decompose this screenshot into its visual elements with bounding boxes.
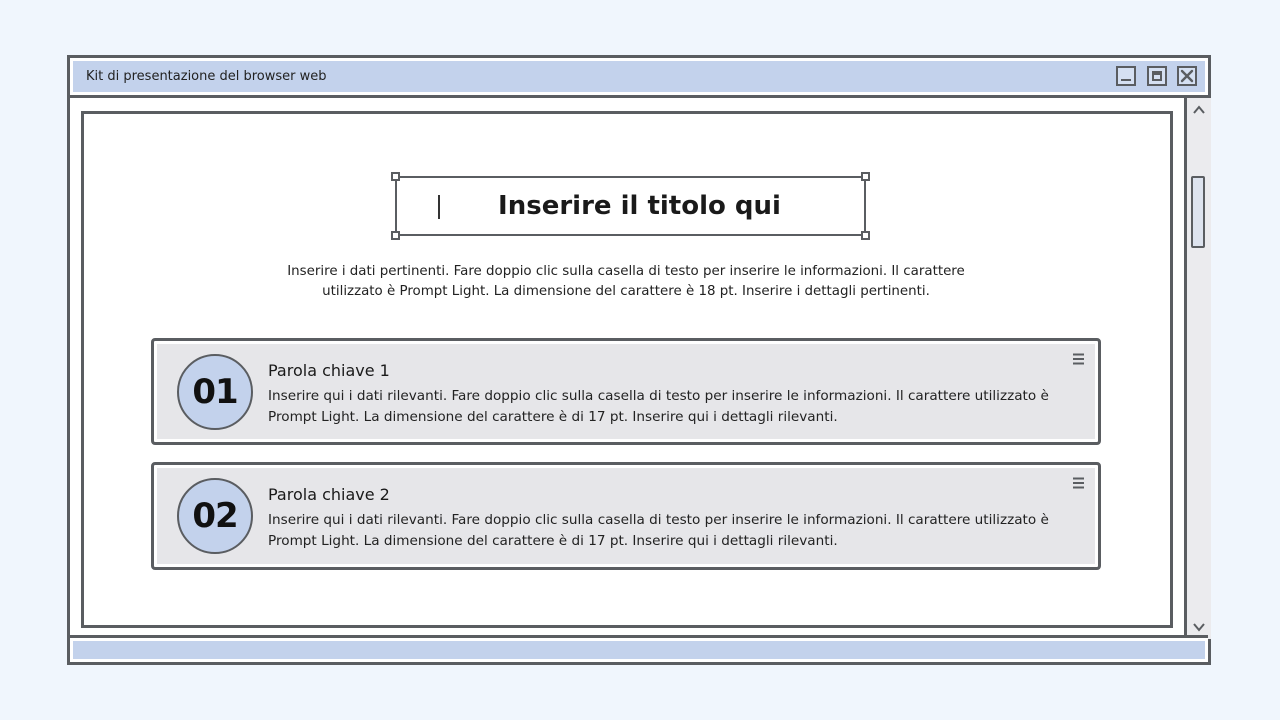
list-item[interactable] — [151, 338, 1101, 445]
window-title: Kit di presentazione del browser web — [86, 69, 327, 84]
keyword-heading: Parola chiave 2 — [268, 485, 390, 504]
resize-handle[interactable] — [861, 231, 870, 240]
resize-handle[interactable] — [861, 172, 870, 181]
title-bar[interactable] — [70, 58, 1208, 98]
card-description: Inserire qui i dati rilevanti. Fare doppio clic sulla casella di testo per inserire le informazioni. Il carattere utilizzato è Prompt Light. La dimensione del carattere è di 17 pt. Inserire qui i dettagli rilevanti. — [268, 512, 1049, 549]
title-text-box[interactable] — [395, 176, 866, 236]
scroll-up-icon[interactable] — [1192, 104, 1206, 116]
number-badge: 01 — [177, 354, 253, 430]
maximize-icon[interactable] — [1147, 66, 1167, 86]
intro-paragraph: Inserire i dati pertinenti. Fare doppio clic sulla casella di testo per inserire le informazioni. Il carattere utilizzato è Prompt Light. La dimensione del carattere è 18 pt. Inserire i dettagli pertinenti. — [287, 264, 965, 299]
status-bar — [70, 635, 1208, 662]
scroll-down-icon[interactable] — [1192, 621, 1206, 633]
vertical-scrollbar[interactable] — [1184, 98, 1211, 639]
resize-handle[interactable] — [391, 231, 400, 240]
keyword-heading: Parola chiave 1 — [268, 361, 390, 380]
page-title[interactable]: Inserire il titolo qui — [498, 191, 781, 221]
menu-icon[interactable] — [1073, 353, 1084, 365]
minimize-icon[interactable] — [1116, 66, 1136, 86]
resize-handle[interactable] — [391, 172, 400, 181]
close-icon[interactable] — [1177, 66, 1197, 86]
scroll-thumb[interactable] — [1191, 176, 1205, 248]
list-item[interactable] — [151, 462, 1101, 570]
menu-icon[interactable] — [1073, 477, 1084, 489]
number-badge: 02 — [177, 478, 253, 554]
card-description: Inserire qui i dati rilevanti. Fare doppio clic sulla casella di testo per inserire le informazioni. Il carattere utilizzato è Prompt Light. La dimensione del carattere è di 17 pt. Inserire qui i dettagli rilevanti. — [268, 388, 1049, 425]
